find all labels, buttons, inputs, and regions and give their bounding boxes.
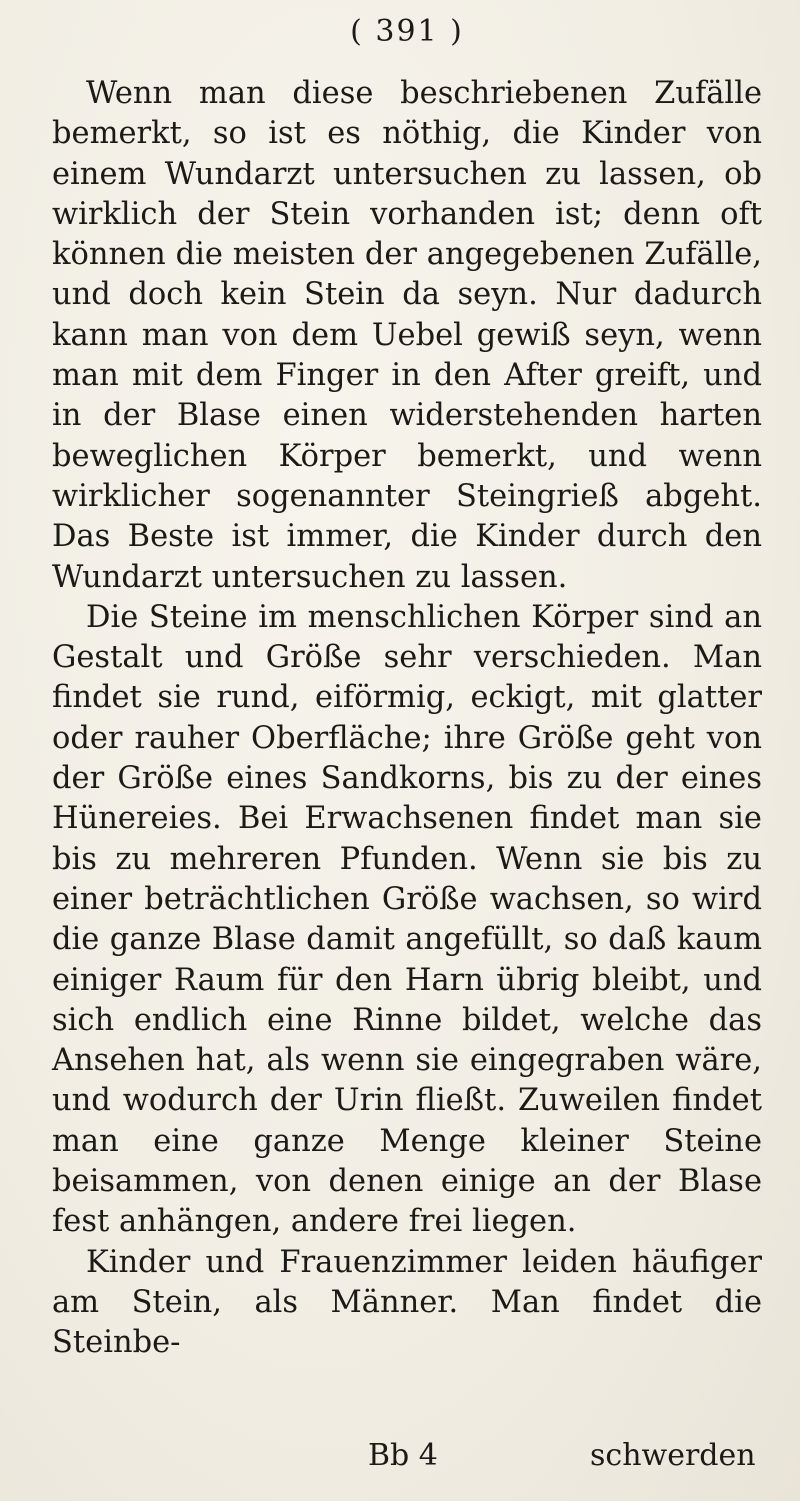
paragraph-1: Wenn man diese beschriebenen Zufälle bemerkt, so ist es nöthig, die Kinder von einem Wundarzt untersuchen zu lassen, ob wirklich der Stein vorhanden ist; denn oft können die meisten der angegebenen Zufälle, und doch kein Stein da seyn. Nur dadurch kann man von dem Uebel gewiß seyn, wenn man mit dem Finger in den After greift, und in der Blase einen widerstehenden harten beweglichen Körper bemerkt, und wenn wirklicher sogenannter Steingrieß abgeht. Das Beste ist immer, die Kinder durch den Wundarzt untersuchen zu lassen.	[52, 76, 762, 595]
paragraph-2: Die Steine im menschlichen Körper sind an Gestalt und Größe sehr verschieden. Man findet sie rund, eiförmig, eckigt, mit glatter oder rauher Oberfläche; ihre Größe geht von der Größe eines Sandkorns, bis zu der eines Hünereies. Bei Erwachsenen findet man sie bis zu mehreren Pfunden. Wenn sie bis zu einer beträchtlichen Größe wachsen, so wird die ganze Blase damit angefüllt, so daß kaum einiger Raum für den Harn übrig bleibt, und sich endlich eine Rinne bildet, welche das Ansehen hat, als wenn sie eingegraben wäre, und wodurch der Urin fließt. Zuweilen findet man eine ganze Menge kleiner Steine beisammen, von denen einige an der Blase fest anhängen, andere frei liegen.	[52, 599, 762, 1240]
paragraph-3: Kinder und Frauenzimmer leiden häufiger am Stein, als Männer. Man findet die Steinbe-	[52, 1244, 762, 1361]
catchword: schwerden	[590, 1438, 756, 1473]
signature-mark: Bb 4	[368, 1438, 438, 1473]
page-header	[52, 0, 762, 74]
body-text	[52, 74, 762, 1364]
page-footer	[0, 1438, 800, 1482]
page-number: ( 391 )	[350, 14, 464, 49]
